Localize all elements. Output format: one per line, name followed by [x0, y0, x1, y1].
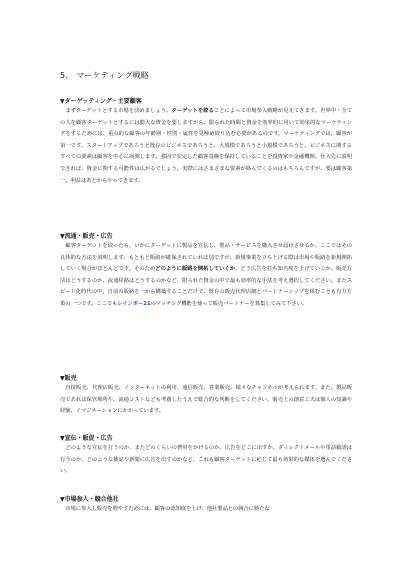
text-run: ことによって市場参入戦略が見えてきます。世界中・全ての人を顧客ターゲットとするには膨大な資金を要しますから、限られた時間と資金を効率的に用いて効果的なマーケティングをするためには、重点的な顧客の年齢層・性別・属性を見極め絞り込む必要があるのです。マーケティングでは、顧客が第一です。スタートアップであろうと既存のビジネスであろうと、大規模であろうと小規模であろうと、ビジネスに関するすべての要素は顧客を中心に展開します。強固で安定した顧客基盤を保持していることを投資家や金融機関、仕入先に説明できれば、資金に関する可能性は広がるでしょう。実際にはさまざまな要素が絡んでくるのはもちろんですが、要は顧客第一。利益はあとからやってきます。 — [60, 108, 352, 184]
text-run: のマッチング機能を使って販売パートナーを募集してみて下さい。 — [150, 300, 308, 307]
section-heading: ▼販売 — [60, 375, 77, 382]
section-paragraph: 市場に参入し販売を増やすためには、顧客の認知度を上げ、他社製品との競合に勝たな — [65, 506, 270, 512]
rainbow21-link[interactable]: レインボー21 — [117, 300, 151, 307]
highlight-text: ターゲットを絞る — [171, 108, 214, 114]
section-advertising — [60, 434, 352, 478]
section-heading: ▼市場参入・競合他社 — [60, 496, 119, 503]
section-paragraph — [60, 106, 352, 187]
section-heading: ▼宣伝・販促・広告 — [60, 435, 113, 442]
section-targeting — [60, 97, 352, 187]
section-paragraph: 直接販売、代理店販売、インターネットの利用、通信販売、営業販売、様々なチャンネルが考えられます。また、製品販売であれば保管場所や、流通コストなども考慮したうえで総合的な判断をしてください。販売上の創意工夫は個人の知識や経験、イマジネーションにかかっています。 — [60, 385, 352, 415]
page-title: 5. マーケティング戦略 — [60, 71, 150, 80]
section-paragraph — [60, 241, 352, 311]
text-run: まずターゲットとする市場を決めましょう。 — [65, 108, 172, 114]
section-distribution — [60, 232, 352, 311]
section-heading: ▼流通・販売・広告 — [60, 233, 113, 240]
section-sales — [60, 374, 352, 418]
section-paragraph: どのような宣伝を行うのか、またどのくらいの費用をかけるのか、広告をどこに出すか、ダイレクトメールや電話勧誘は行うのか、どのような雑誌や新聞に広告を出すのかなど、これも顧客ターゲットに応じて最も効果的な媒体を選んでください。 — [60, 445, 352, 475]
text-run: 、どう広告を打ち知名度を上げていくか、販売方法はどうするのか、流通経路はどうするのかなど、限られた資金の中で最も効率的な手法を考え選択してください。またスピード化時代の中、自前の販路を一から構築することだけで、既存の販売代理店網とパートナーシップを組むことも有力方策の一つです。ここでも — [60, 266, 352, 307]
text-run: 顧客ターゲットを絞ったら、いかにターゲットに製品を宣伝し、製品・サービスを購入させ届けさせるか、ここではその具体的な方法を説明します。もともと販路が確保されていれば別ですが、新規事業を立ち上げる際は市場や販路を新規開拓していく場合がほとんどです。そのため — [60, 243, 352, 273]
highlight-text: どのように販路を開拓していくか — [155, 266, 236, 273]
section-heading: ▼ターゲッティング・主要顧客 — [60, 98, 142, 105]
section-market-entry — [60, 495, 352, 516]
